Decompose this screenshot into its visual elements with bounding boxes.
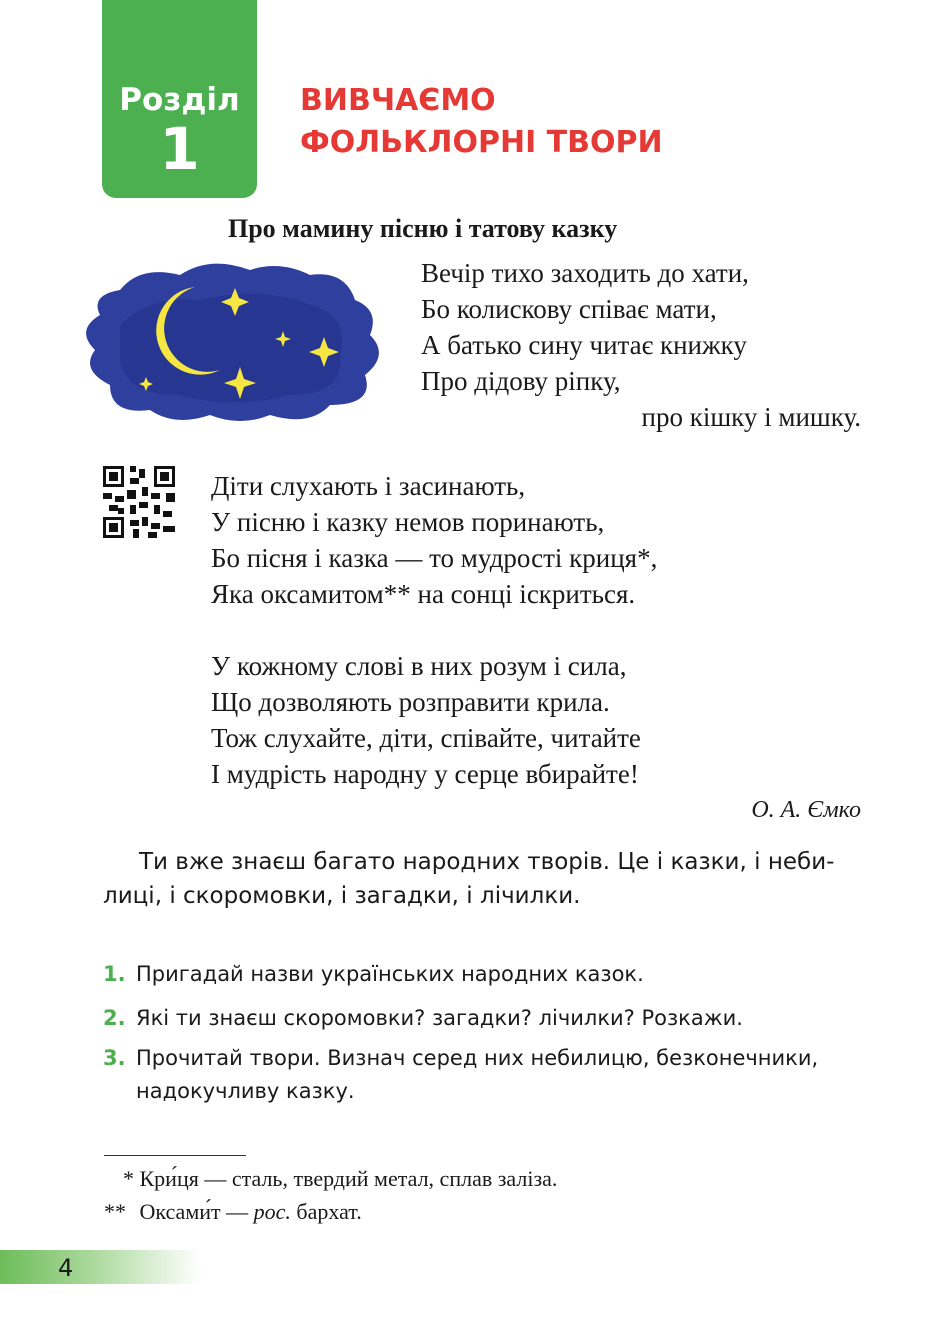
- footnote-divider: [104, 1155, 246, 1156]
- chapter-title: [300, 80, 860, 164]
- poem-line: Тож слухайте, діти, співайте, читайте: [211, 723, 641, 753]
- footnote-2: [104, 1199, 362, 1225]
- question-text: надокучливу казку.: [136, 1079, 355, 1103]
- qr-code-icon[interactable]: [103, 466, 175, 538]
- question-number: 2.: [103, 1006, 126, 1030]
- question-number: 1.: [103, 962, 126, 986]
- poem-line: Про дідову ріпку,: [421, 366, 621, 396]
- question-item: [103, 1002, 863, 1035]
- intro-line: лиці, і скоромовки, і загадки, і лічилки.: [103, 883, 581, 909]
- poem-line: У пісню і казку немов поринають,: [211, 507, 605, 537]
- question-item: [103, 958, 863, 991]
- question-text: Прочитай твори. Визнач серед них небилицю, безконечники,: [136, 1046, 819, 1070]
- footnote-1: [104, 1166, 557, 1192]
- poem-line: І мудрість народну у серце вбирайте!: [211, 759, 639, 789]
- question-text: Які ти знаєш скоромовки? загадки? лічилки? Розкажи.: [136, 1006, 743, 1030]
- poem-line: А батько сину читає книжку: [421, 330, 747, 360]
- footnote-text: —: [220, 1199, 254, 1224]
- intro-line: Ти вже знаєш багато народних творів. Це і казки, і неби-: [139, 849, 835, 875]
- poem-line: Вечір тихо заходить до хати,: [421, 258, 749, 288]
- poem-title: Про мамину пісню і татову казку: [228, 214, 618, 243]
- footnote-text: бархат.: [290, 1199, 362, 1224]
- poem-line: про кішку і мишку.: [641, 402, 861, 432]
- poem-line: Бо пісня і казка — то мудрості криця*,: [211, 543, 658, 573]
- moon-stars-picture: [80, 255, 392, 427]
- poem-line: Яка оксамитом** на сонці іскриться.: [211, 579, 636, 609]
- poem-line: Діти слухають і засинають,: [211, 471, 526, 501]
- question-text: Пригадай назви українських народних казок.: [136, 962, 644, 986]
- poem-line: Бо колискову співає мати,: [421, 294, 717, 324]
- poem-stanza-2: [211, 468, 657, 612]
- page-number: 4: [58, 1254, 74, 1282]
- poem-author: О. А. Ємко: [751, 797, 861, 823]
- footnote-word: Оксами́т: [139, 1199, 221, 1224]
- question-item: [103, 1042, 863, 1108]
- chapter-tab: [102, 0, 257, 198]
- chapter-number: 1: [159, 115, 200, 183]
- chapter-word: Розділ: [119, 82, 240, 118]
- poem-stanza-3: [211, 648, 641, 792]
- question-number: 3.: [103, 1046, 126, 1070]
- poem-line: У кожному слові в них розум і сила,: [211, 651, 627, 681]
- chapter-title-line-1: ВИВЧАЄМО: [300, 83, 496, 118]
- poem-line: Що дозволяють розправити крила.: [211, 687, 610, 717]
- page-number-bar: [0, 1250, 200, 1284]
- footnote-mark: **: [104, 1199, 126, 1224]
- poem-stanza-1: [421, 255, 861, 435]
- footnote-word: Кри́ця: [139, 1166, 199, 1191]
- footnote-text: — сталь, твердий метал, сплав заліза.: [198, 1166, 558, 1191]
- footnote-mark: *: [123, 1166, 134, 1191]
- chapter-title-line-2: ФОЛЬКЛОРНІ ТВОРИ: [300, 125, 663, 160]
- intro-paragraph: [103, 845, 863, 913]
- footnote-abbrev: рос.: [253, 1199, 291, 1224]
